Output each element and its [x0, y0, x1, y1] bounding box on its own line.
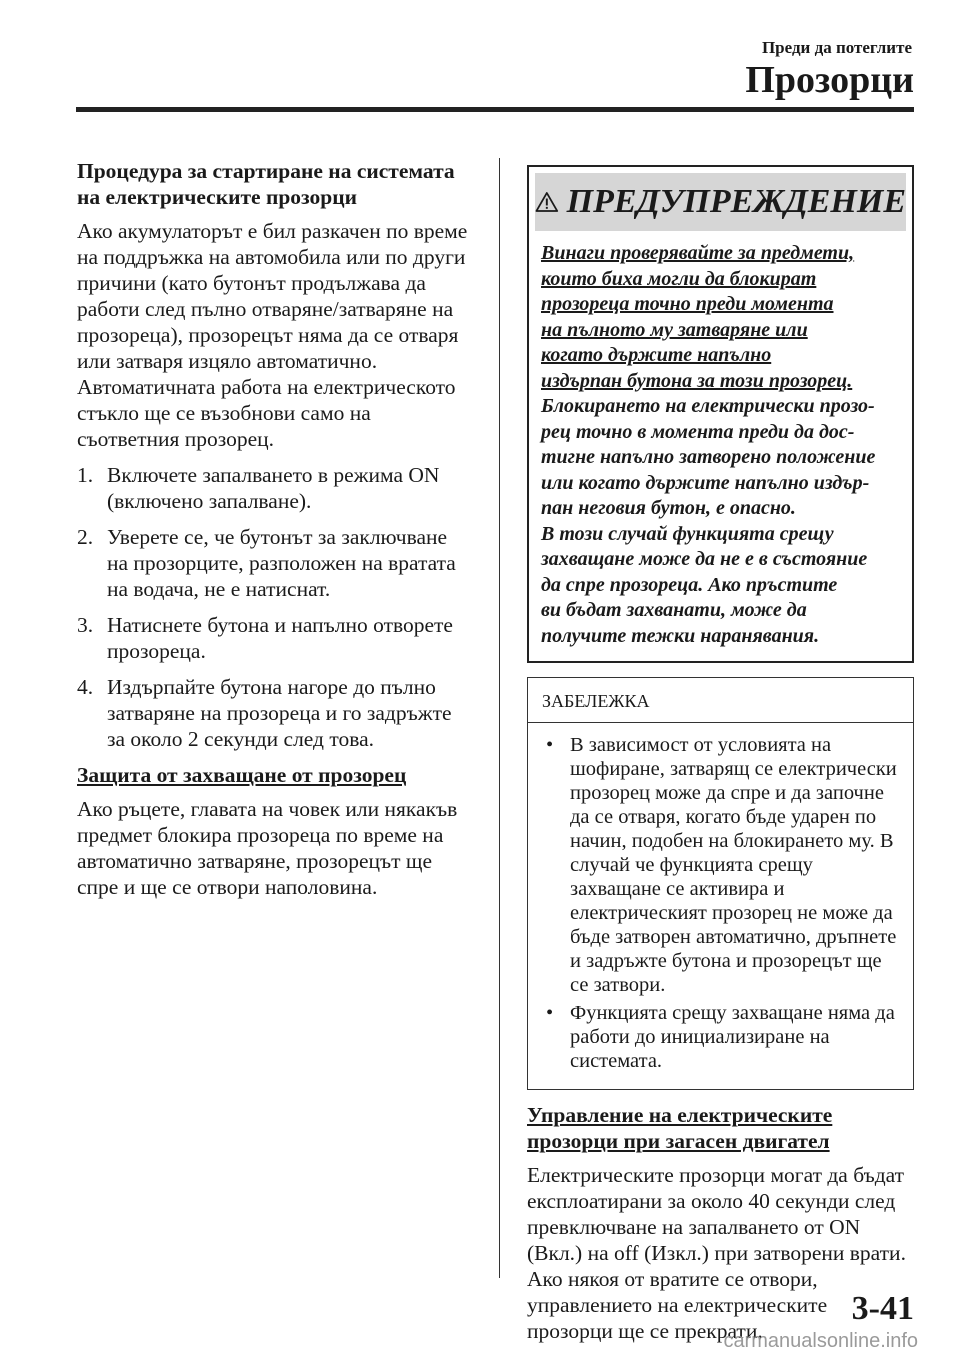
page-title: Прозорци — [745, 59, 914, 101]
startup-procedure-text: Ако акумулаторът е бил разкачен по време на поддръжка на автомобила или по други причини (като бутонът продължава да работи след пълно отваряне/затваряне на прозореца), прозорецът няма да се отваря или затваря изцяло автоматично. Автоматичната работа на електрическото стъкло ще се възобнови само на съответния прозорец. — [77, 219, 468, 451]
pinch-protection-text: Ако ръцете, главата на човек или някакъв предмет блокира прозореца по време на автоматично затваряне, прозорецът ще спре и ще се отвори наполовина. — [77, 797, 458, 899]
engine-off-heading: Управление на електрическите прозорци при загасен двигател — [527, 1103, 833, 1153]
warning-line: тигне напълно затворено положение — [541, 446, 876, 468]
warning-line: рец точно в момента преди да дос- — [541, 420, 855, 443]
warning-line: ви бъдат захванати, може да — [541, 599, 807, 621]
startup-procedure-heading: Процедура за стартиране на системата на електрическите прозорци — [77, 159, 455, 209]
bullet-icon: • — [546, 1002, 554, 1024]
watermark: carmanualsonline.info — [723, 1330, 918, 1352]
warning-line: захващане може да не е в състояние — [541, 548, 868, 570]
warning-line: В този случай функцията срещу — [541, 522, 834, 545]
note-item — [542, 1001, 899, 1073]
step-text: Издърпайте бутона нагоре до пълно затваряне на прозореца и го задръжте за около 2 секунди след това. — [107, 675, 452, 751]
warning-line: Блокирането на електрически прозо- — [541, 395, 875, 417]
engine-off-text: Електрическите прозорци могат да бъдат експлоатирани за около 40 секунди след превключване на запалването от ON (Вкл.) на off (Изкл.) при затворени врати. Ако някоя от вратите се отвори, управлението на електрическите прозорци ще се прекрати. — [527, 1163, 906, 1343]
step-number: 3. — [77, 613, 94, 637]
step-number: 4. — [77, 675, 94, 699]
warning-box — [527, 165, 914, 663]
warning-title: ПРЕДУПРЕЖДЕНИЕ — [566, 183, 906, 220]
bullet-icon: • — [546, 734, 554, 756]
column-divider — [499, 158, 500, 1278]
note-item-text: Функцията срещу захващане няма да работи до инициализиране на системата. — [570, 1002, 895, 1072]
step-number: 1. — [77, 463, 94, 487]
note-body — [528, 723, 913, 1089]
warning-triangle-icon — [535, 187, 559, 217]
warning-line: Винаги проверявайте за предмети, — [541, 242, 855, 264]
step-item — [77, 612, 473, 664]
warning-body — [529, 241, 912, 661]
step-item — [77, 674, 473, 752]
note-item-text: В зависимост от условията на шофиране, затварящ се електрически прозорец може да спре и да започне да се отваря, когато бъде ударен по начин, подобен на блокирането му. В случай че функцията срещу захващане се активира и електрическият прозорец не може да бъде затворен автоматично, дръпнете и задръжте бутона и прозорецът ще се затвори. — [570, 734, 897, 996]
page-number: 3-41 — [851, 1290, 914, 1327]
step-item — [77, 462, 473, 514]
step-text: Включете запалването в режима ON (включено запалване). — [107, 463, 440, 513]
right-column — [527, 165, 914, 1354]
warning-line: пан неговия бутон, е опасно. — [541, 497, 796, 519]
step-number: 2. — [77, 525, 94, 549]
step-item — [77, 524, 473, 602]
pinch-protection-heading: Защита от захващане от прозорец — [77, 763, 407, 787]
warning-line: прозореца точно преди момента — [541, 293, 834, 315]
note-item — [542, 733, 899, 997]
warning-line: когато държите напълно — [541, 344, 772, 366]
note-box — [527, 677, 914, 1090]
warning-line: получите тежки наранявания. — [541, 624, 820, 647]
warning-header — [535, 173, 906, 231]
warning-line: които биха могли да блокират — [541, 267, 817, 290]
warning-line: да спре прозореца. Ако пръстите — [541, 573, 838, 596]
warning-line: на пълното му затваряне или — [541, 318, 808, 341]
left-column — [77, 158, 473, 910]
section-header: Преди да потеглите — [761, 38, 912, 57]
note-title: ЗАБЕЛЕЖКА — [528, 678, 913, 723]
warning-line: или когато държите напълно издър- — [541, 471, 870, 494]
warning-line: издърпан бутона за този прозорец. — [541, 369, 853, 392]
header-rule — [76, 107, 914, 112]
procedure-steps — [77, 462, 473, 752]
step-text: Уверете се, че бутонът за заключване на прозорците, разположен на вратата на водача, не е натиснат. — [107, 525, 456, 601]
step-text: Натиснете бутона и напълно отворете прозореца. — [107, 613, 453, 663]
